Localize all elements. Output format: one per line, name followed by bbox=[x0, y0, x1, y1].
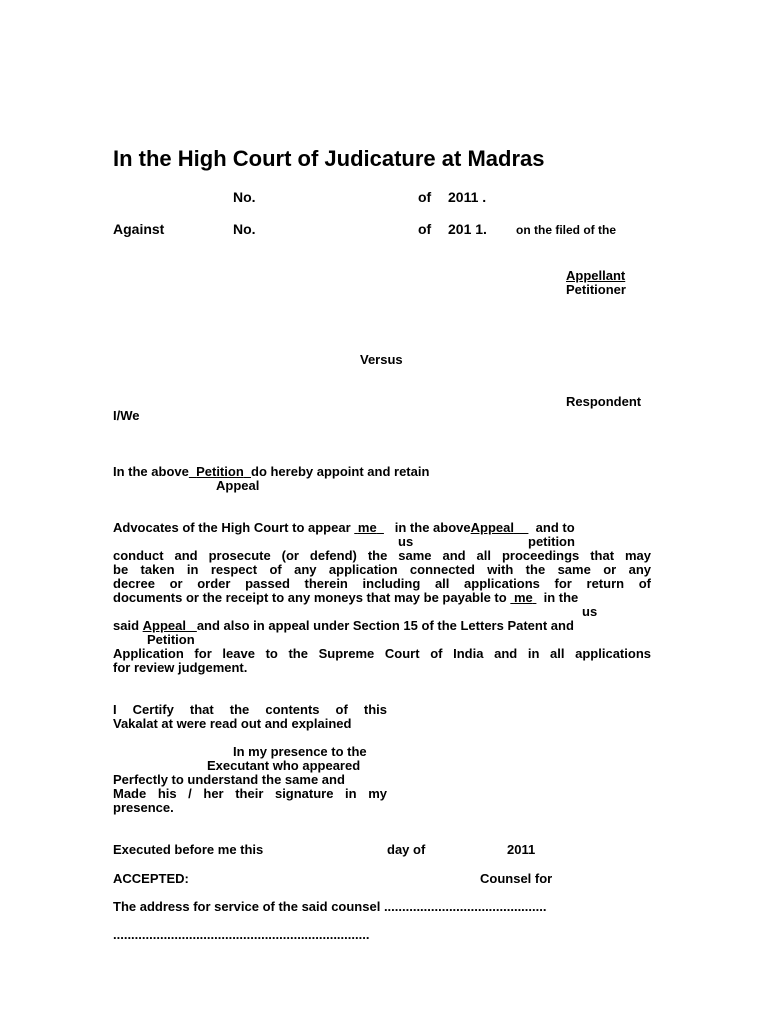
advocates-line-1: Advocates of the High Court to appear me in the aboveAppeal and to bbox=[113, 520, 575, 535]
appoint-option-top: Petition bbox=[196, 464, 244, 479]
petitioner-label: Petitioner bbox=[566, 282, 626, 297]
advocates-line-8: for review judgement. bbox=[113, 660, 248, 675]
advocates-me: me bbox=[357, 520, 377, 535]
executed-day-of: day of bbox=[387, 842, 426, 857]
respondent-label: Respondent bbox=[566, 394, 642, 409]
executed-year: 2011 bbox=[507, 842, 536, 857]
appoint-suffix: do hereby appoint and retain bbox=[251, 464, 430, 479]
advocates-line-3: be taken in respect of any application connected with the same or any bbox=[113, 562, 651, 577]
certify-line-1: I Certify that the contents of this bbox=[113, 702, 387, 717]
certify-line-5: Perfectly to understand the same and bbox=[113, 772, 345, 787]
advocates-appeal: Appeal bbox=[470, 520, 514, 535]
advocates-line-6: said Appeal and also in appeal under Section 15 of the Letters Patent and bbox=[113, 618, 574, 633]
certify-line-7: presence. bbox=[113, 800, 174, 815]
page-title: In the High Court of Judicature at Madras bbox=[113, 146, 545, 171]
said-appeal: Appeal bbox=[142, 618, 186, 633]
appoint-line bbox=[113, 464, 429, 479]
advocates-line-2: conduct and prosecute (or defend) the same and all proceedings that may bbox=[113, 548, 651, 563]
advocates-line5-me: me bbox=[513, 590, 533, 605]
advocates-line-7: Application for leave to the Supreme Court of India and in all applications bbox=[113, 646, 651, 661]
case-of-label: of bbox=[418, 189, 432, 205]
case-no-label: No. bbox=[233, 189, 256, 205]
accepted-label: ACCEPTED: bbox=[113, 871, 189, 886]
executed-label: Executed before me this bbox=[113, 842, 264, 857]
appoint-prefix: In the above bbox=[113, 464, 189, 479]
certify-line-4: Executant who appeared bbox=[207, 758, 361, 773]
advocates-line-4: decree or order passed therein including all applications for return of bbox=[113, 576, 651, 591]
against-suffix: on the filed of the bbox=[516, 223, 616, 237]
address-dots-2: ....................................................................... bbox=[113, 927, 370, 942]
advocates-us: us bbox=[398, 534, 414, 549]
certify-line-6: Made his / her their signature in my bbox=[113, 786, 387, 801]
certify-line-2: Vakalat at were read out and explained bbox=[113, 716, 352, 731]
against-label: Against bbox=[113, 221, 165, 237]
counsel-for-label: Counsel for bbox=[480, 871, 553, 886]
appellant-label: Appellant bbox=[566, 268, 626, 283]
against-no-label: No. bbox=[233, 221, 256, 237]
case-year: 2011 . bbox=[448, 189, 487, 205]
iwe-label: I/We bbox=[113, 408, 140, 423]
appoint-option-bottom: Appeal bbox=[216, 478, 260, 493]
address-dots-1: ............................................. bbox=[383, 899, 547, 914]
address-line-1: The address for service of the said counsel ............................................. bbox=[113, 899, 547, 914]
against-of-label: of bbox=[418, 221, 432, 237]
advocates-petition: petition bbox=[528, 534, 575, 549]
certify-line-3: In my presence to the bbox=[233, 744, 367, 759]
advocates-line-5: documents or the receipt to any moneys that may be payable to me in the bbox=[113, 590, 579, 605]
against-year: 201 1. bbox=[448, 221, 487, 237]
advocates-line5-us: us bbox=[582, 604, 598, 619]
said-petition: Petition bbox=[147, 632, 195, 647]
versus-label: Versus bbox=[360, 352, 403, 367]
